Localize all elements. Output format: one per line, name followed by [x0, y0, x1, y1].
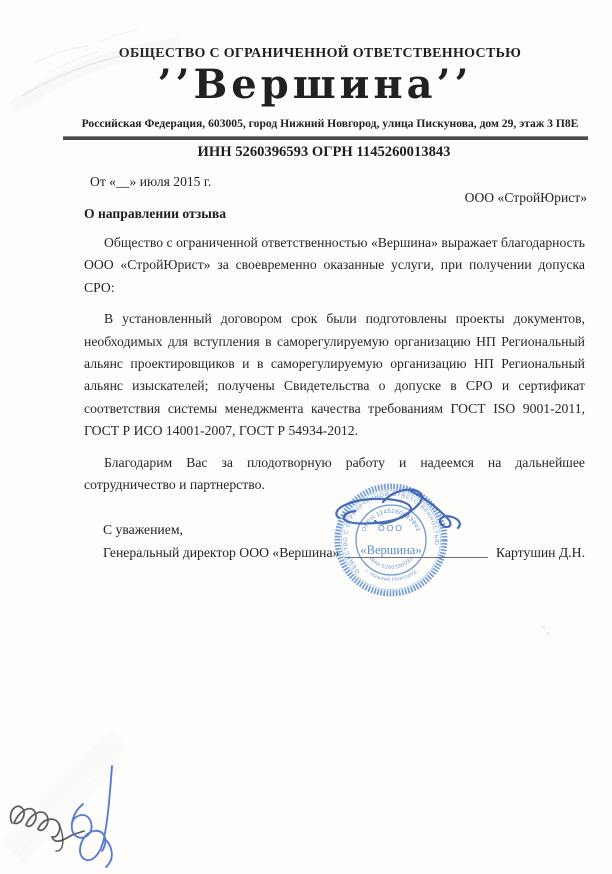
scan-dust: [538, 622, 554, 638]
paragraph-closing: Благодарим Вас за плодотворную работу и надеемся на дальнейшее сотрудничество и партнерство.: [84, 454, 585, 493]
letterhead-registration: ИНН 5260396593 ОГРН 1145260013843: [197, 144, 451, 160]
stamp-inner-ring: [356, 505, 426, 575]
letterhead-org-type: ОБЩЕСТВО С ОГРАНИЧЕННОЙ ОТВЕТСТВЕННОСТЬЮ: [118, 46, 522, 61]
letterhead-divider: [63, 136, 588, 140]
letter-recipient: ООО «СтройЮрист»: [464, 190, 587, 205]
paragraph-thanks: Общество с ограниченной ответственностью «Вершина» выражает благодарность ООО «СтройЮрист» за своевременно оказанные услуги, при получении допуска СРО:: [84, 235, 585, 295]
signer-title: Генеральный директор ООО «Вершина»: [103, 545, 340, 561]
stamp-outer-ring: [338, 487, 445, 594]
stamp-inn-text: ИНН 5260396593: [367, 556, 415, 572]
stamp-org-abbr: ООО: [378, 523, 404, 533]
stamp-city-text: г. Нижний Новгород: [363, 568, 419, 584]
paragraph-details: В установленный договором срок были подготовлены проекты документов, необходимых для вступления в саморегулируемую организацию НП Региональный альянс проектировщиков и в саморегулируемую организацию НП Региональный альянс изыскателей; получены Свидетельства о допуске в СРО и сертификат соответствия системы менеджмента качества требованиям ГОСТ ISO 9001-2011, ГОСТ Р ИСО 14001-2007, ГОСТ Р 54934-2012.: [84, 311, 585, 439]
scan-smudge-bottom-left: [0, 700, 200, 870]
signer-name: Картушин Д.Н.: [495, 545, 585, 561]
letterhead-address: Российская Федерация, 603005, город Нижний Новгород, улица Пискунова, дом 29, этаж 3 П8Е: [81, 117, 579, 130]
signature-row: [103, 545, 585, 561]
stamp-middle-ring: [342, 491, 441, 590]
letter-subject: О направлении отзыва: [84, 206, 227, 221]
letterhead-org-name: ’’Вершина’’: [157, 61, 473, 108]
letter-date: От «__» июля 2015 г.: [90, 174, 212, 189]
letter-body: [84, 232, 585, 496]
bottom-signature-blue: [60, 762, 145, 874]
signature-underline: [345, 555, 488, 558]
closing-salutation: С уважением,: [103, 522, 183, 538]
bottom-signature-dark: [5, 795, 115, 867]
stamp-ogrn-text: ОГРН 1145260013843: [361, 508, 421, 533]
svg-text:г. Нижний Новгород: [364, 569, 418, 583]
company-stamp: [330, 479, 452, 601]
stamp-ring-text: ОБЩЕСТВО С ОГРАНИЧЕННОЙ ОТВЕТСТВЕННОСТЬЮ: [342, 491, 440, 574]
stamp-org-name: «Вершина»: [360, 543, 422, 557]
